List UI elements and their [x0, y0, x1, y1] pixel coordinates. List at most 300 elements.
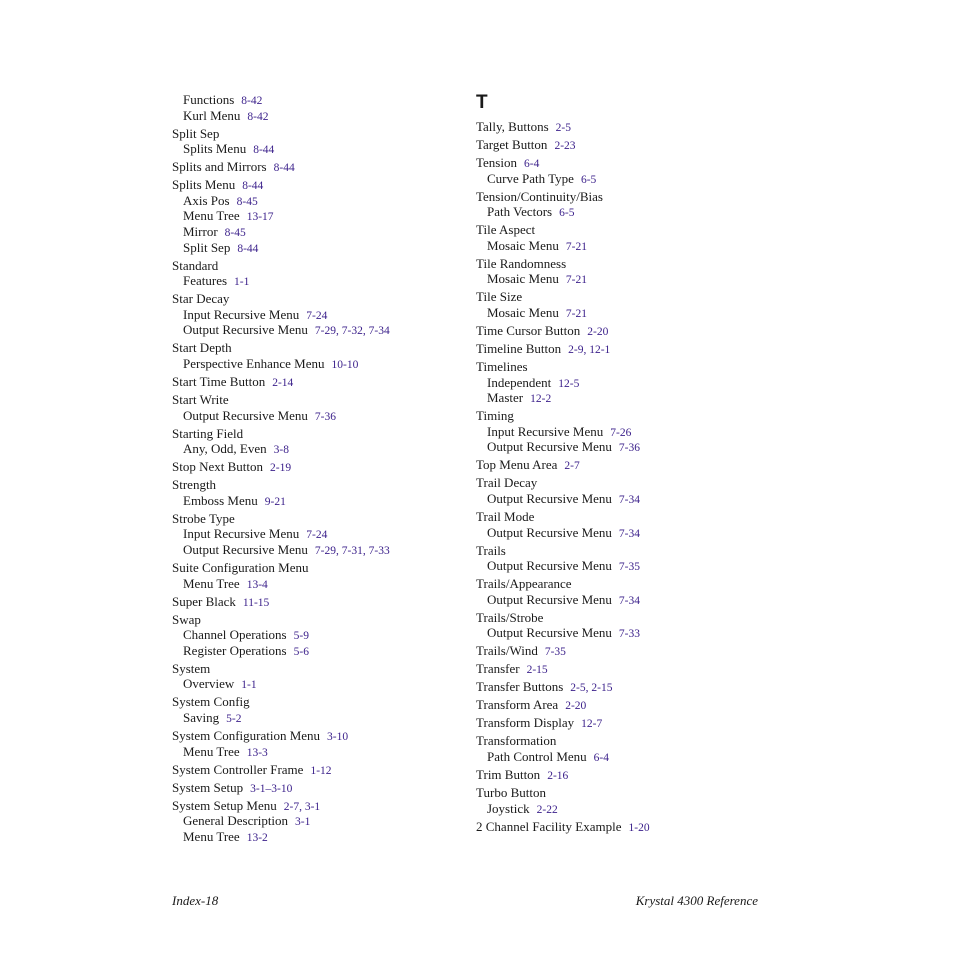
index-term: Axis Pos [183, 192, 230, 208]
index-subentry [183, 627, 309, 644]
index-term: Output Recursive Menu [183, 407, 308, 423]
index-subentry [487, 375, 579, 392]
index-entry [476, 543, 506, 559]
index-entry [476, 715, 602, 732]
page-link[interactable]: 7-24 [306, 309, 328, 322]
page-link[interactable]: 7-36 [314, 410, 337, 423]
page-link[interactable]: 2-15 [591, 682, 613, 695]
index-term: Master [487, 390, 524, 406]
index-term: System Config [172, 694, 250, 710]
index-subentry [183, 829, 268, 846]
page-link[interactable]: 1-12 [310, 764, 332, 777]
page-link[interactable]: 2-7 [564, 460, 580, 473]
index-entry [476, 155, 539, 172]
page-references [566, 308, 587, 320]
page-link[interactable]: 12-7 [581, 718, 603, 731]
page-link[interactable]: 3-1 [304, 800, 321, 813]
index-term: Tile Aspect [476, 222, 536, 238]
index-term: Tension [476, 155, 517, 170]
index-subentry [183, 92, 262, 109]
index-subentry [183, 576, 268, 593]
index-subentry [487, 491, 640, 508]
page-references [629, 822, 650, 834]
index-term: Menu Tree [183, 743, 240, 759]
index-term: Functions [183, 92, 235, 107]
index-term: Mirror [183, 224, 218, 239]
page-references [558, 378, 579, 390]
page-link[interactable]: 2-15 [526, 664, 548, 677]
page-references: 2-9, 12-1 [568, 344, 611, 356]
index-subentry [183, 322, 390, 339]
page-references [237, 243, 258, 255]
index-term: Transform Display [476, 715, 575, 731]
page-references [587, 326, 608, 338]
index-entry [476, 137, 576, 154]
index-subentry [183, 643, 309, 660]
index-term: Start Time Button [172, 374, 266, 389]
page-references [306, 529, 327, 541]
index-subentry [183, 108, 269, 125]
index-entry [476, 189, 603, 205]
index-term: Tally, Buttons [476, 119, 549, 134]
page-references [554, 140, 575, 152]
index-entry [476, 785, 546, 801]
index-term: Turbo Button [476, 785, 546, 800]
page-references [581, 174, 596, 186]
index-entry [476, 576, 572, 592]
index-term: Timing [476, 408, 514, 424]
index-entry [476, 323, 608, 340]
page-link[interactable]: 7-35 [544, 646, 566, 659]
index-term: Mosaic Menu [487, 305, 559, 320]
page-references [294, 630, 309, 642]
index-subentry [487, 424, 631, 441]
index-entry [476, 359, 528, 375]
index-term: Output Recursive Menu [487, 491, 612, 506]
index-term: Output Recursive Menu [183, 542, 308, 557]
page-references [565, 700, 586, 712]
page-link[interactable]: 12-5 [558, 377, 580, 390]
index-term: Menu Tree [183, 828, 240, 844]
index-term: Output Recursive Menu [487, 558, 612, 574]
page-references [327, 731, 348, 743]
page-references [225, 227, 246, 239]
page-references [247, 832, 268, 844]
index-term: Trails [476, 542, 506, 558]
page-references [619, 561, 640, 573]
index-term: Timeline Button [476, 341, 562, 356]
index-entry [172, 798, 320, 815]
index-term: Stop Next Button [172, 459, 264, 475]
page-references [306, 310, 327, 322]
page-link[interactable]: 6-4 [523, 158, 540, 170]
page-references [594, 752, 609, 764]
index-term: Perspective Enhance Menu [183, 356, 325, 371]
page-link[interactable]: 8-45 [236, 195, 258, 208]
page-references [332, 359, 359, 371]
index-term: Menu Tree [183, 208, 240, 224]
index-subentry [487, 525, 640, 542]
page-link[interactable]: 13-4 [246, 578, 268, 591]
page-references [234, 276, 249, 288]
index-term: Output Recursive Menu [487, 439, 612, 455]
index-term: Transfer Buttons [476, 679, 564, 695]
page-link[interactable]: 1-20 [628, 821, 650, 834]
page-references [247, 111, 268, 123]
page-references [619, 628, 640, 640]
page-link[interactable]: 7-21 [565, 274, 587, 287]
page-references [272, 377, 293, 389]
index-entry [172, 177, 263, 194]
page-references [547, 770, 568, 782]
index-term: Output Recursive Menu [487, 524, 612, 540]
page-references [559, 207, 574, 219]
index-term: Features [183, 273, 228, 289]
index-entry [476, 767, 568, 784]
index-subentry [487, 592, 640, 609]
page-references [237, 196, 258, 208]
index-entry [172, 594, 269, 611]
index-term: Trail Mode [476, 509, 535, 524]
page-link[interactable]: 2-5 [555, 122, 571, 134]
index-term: Split Sep [172, 125, 220, 141]
index-term: Super Black [172, 593, 236, 609]
page-link[interactable]: 6-5 [580, 173, 597, 186]
page-link[interactable]: 8-44 [253, 144, 275, 157]
page-link[interactable]: 7-34 [618, 527, 641, 540]
index-entry [172, 780, 292, 797]
index-term: Starting Field [172, 425, 244, 441]
footer-page-number: Index-18 [172, 893, 219, 908]
index-term: Kurl Menu [183, 107, 241, 123]
index-subentry [487, 305, 587, 322]
index-term: Strength [172, 477, 217, 493]
index-entry [172, 392, 229, 408]
page-link[interactable]: 7-32 [341, 325, 363, 338]
footer-book-title: Krystal 4300 Reference [635, 893, 758, 908]
index-subentry [183, 676, 257, 693]
index-entry [476, 222, 535, 238]
page-link[interactable]: 1-1 [241, 679, 257, 692]
index-subentry [183, 408, 336, 425]
page-references [564, 460, 579, 472]
index-subentry [183, 356, 358, 373]
page-link[interactable]: 7-21 [565, 308, 587, 320]
index-term: Mosaic Menu [487, 271, 559, 287]
index-term: Output Recursive Menu [487, 625, 612, 641]
page-link[interactable]: 5-9 [293, 630, 309, 643]
index-term: Input Recursive Menu [183, 306, 300, 322]
page-link[interactable]: 11-15 [242, 596, 270, 609]
page-link[interactable]: 12-1 [589, 344, 611, 356]
page-link[interactable]: 12-2 [530, 393, 552, 406]
page-references [619, 595, 640, 607]
index-entry [172, 477, 216, 493]
index-entry [476, 697, 586, 714]
page-references [295, 816, 310, 828]
index-entry [172, 728, 348, 745]
page-references [274, 162, 295, 174]
index-entry [476, 256, 566, 272]
index-subentry [183, 193, 258, 210]
index-entry [476, 475, 537, 491]
index-subentry [183, 493, 286, 510]
page-link[interactable]: 7-24 [306, 529, 328, 542]
index-entry [476, 289, 522, 305]
page-link[interactable]: 10-10 [331, 359, 359, 371]
page-references [241, 679, 256, 691]
index-term: Time Cursor Button [476, 323, 581, 338]
index-entry [172, 374, 293, 391]
index-subentry [487, 238, 587, 255]
page-references [545, 646, 566, 658]
page-link[interactable]: 3-1 [295, 816, 311, 829]
index-term: Register Operations [183, 642, 287, 658]
index-term: System Configuration Menu [172, 728, 321, 743]
index-entry [476, 661, 548, 678]
index-term: Saving [183, 710, 220, 725]
index-subentry [183, 307, 327, 324]
page-link[interactable]: 7-34 [618, 494, 641, 506]
index-entry [172, 340, 232, 356]
index-entry [476, 341, 610, 358]
page-references [619, 494, 640, 506]
page-link[interactable]: 3-1–3-10 [250, 782, 293, 795]
index-term: System Controller Frame [172, 761, 304, 777]
page-link[interactable]: 2-20 [587, 326, 609, 338]
page-link[interactable]: 7-26 [610, 426, 632, 439]
page-link[interactable]: 2-23 [554, 140, 576, 152]
index-term: Tension/Continuity/Bias [476, 188, 603, 204]
page-link[interactable]: 8-42 [241, 95, 263, 107]
page-references [310, 765, 331, 777]
index-entry [172, 291, 229, 307]
index-term: Target Button [476, 137, 548, 152]
page-link[interactable]: 1-1 [234, 276, 250, 289]
index-subentry [487, 171, 596, 188]
index-entry [476, 408, 514, 424]
index-subentry [487, 390, 551, 407]
page-link[interactable]: 6-5 [559, 207, 575, 220]
index-term: Star Decay [172, 291, 230, 307]
page-references [527, 664, 548, 676]
index-term: Trails/Wind [476, 643, 538, 659]
page-link[interactable]: 2-9 [568, 344, 584, 356]
page-references [619, 442, 640, 454]
page-link[interactable]: 9-21 [264, 495, 286, 508]
index-term: Path Control Menu [487, 749, 587, 764]
page-references: 2-5, 2-15 [570, 682, 613, 695]
page-link[interactable]: 2-19 [270, 462, 292, 475]
page-link[interactable]: 2-5 [570, 682, 586, 695]
index-term: Tile Randomness [476, 255, 567, 271]
page-references [247, 211, 274, 223]
index-term: Timelines [476, 359, 528, 374]
index-entry [172, 612, 201, 628]
page-link[interactable]: 5-6 [293, 645, 309, 658]
index-term: System [172, 660, 211, 676]
index-subentry [487, 625, 640, 642]
page-link[interactable]: 7-33 [618, 628, 641, 641]
page-link[interactable]: 6-4 [593, 752, 610, 764]
index-term: Standard [172, 257, 219, 273]
page-link[interactable]: 7-36 [618, 442, 641, 455]
index-subentry [183, 208, 274, 225]
page-references [243, 597, 269, 609]
index-term: Split Sep [183, 239, 231, 255]
index-subentry [487, 558, 640, 575]
page-link[interactable]: 2-16 [547, 770, 569, 782]
index-term: Channel Operations [183, 627, 287, 643]
page-references [242, 180, 263, 192]
index-entry [476, 119, 571, 136]
index-subentry [183, 542, 390, 559]
page-references [274, 444, 289, 456]
page-references [524, 158, 539, 170]
index-term: Output Recursive Menu [487, 591, 612, 607]
index-term: Suite Configuration Menu [172, 560, 309, 575]
page-link[interactable]: 2-22 [536, 803, 558, 816]
index-term: General Description [183, 813, 289, 829]
index-subentry [487, 439, 640, 456]
page-link[interactable]: 8-44 [242, 180, 264, 193]
index-term: Trail Decay [476, 475, 538, 491]
index-subentry [487, 749, 609, 766]
page-references [566, 274, 587, 286]
index-term: Start Write [172, 392, 229, 407]
index-term: Joystick [487, 800, 530, 816]
page-link[interactable]: 13-17 [246, 211, 274, 224]
index-term: Input Recursive Menu [183, 526, 300, 542]
page-references [241, 95, 262, 107]
index-subentry [183, 141, 274, 158]
page-link[interactable]: 8-44 [273, 162, 295, 175]
index-entry [476, 509, 534, 525]
index-entry [476, 733, 556, 749]
index-entry [172, 459, 291, 476]
index-subentry [183, 224, 246, 241]
index-entry [476, 819, 650, 836]
section-letter-heading: T [476, 92, 488, 113]
page-references [253, 144, 274, 156]
page-link[interactable]: 2-7 [283, 800, 300, 813]
index-subentry [183, 813, 310, 830]
index-term: Strobe Type [172, 510, 235, 526]
index-term: Path Vectors [487, 204, 553, 220]
page-link[interactable]: 7-34 [368, 325, 390, 338]
index-term: Splits and Mirrors [172, 159, 267, 175]
index-subentry [487, 204, 574, 221]
page-link[interactable]: 5-2 [226, 713, 242, 725]
page-references [315, 411, 336, 423]
page-references [270, 462, 291, 474]
page-link[interactable]: 8-45 [224, 227, 246, 239]
index-term: Tile Size [476, 289, 523, 305]
page-link[interactable]: 3-8 [273, 444, 289, 457]
page-link[interactable]: 7-29 [314, 325, 337, 338]
index-term: Trim Button [476, 767, 541, 782]
page-link[interactable]: 8-42 [247, 110, 269, 123]
page-link[interactable]: 3-10 [327, 731, 349, 743]
page-references [581, 718, 602, 730]
index-term: Swap [172, 611, 201, 627]
index-term: Start Depth [172, 340, 232, 356]
page-link[interactable]: 8-44 [237, 242, 259, 255]
page-references [537, 804, 558, 816]
index-term: Splits Menu [183, 141, 247, 157]
page-references [265, 496, 286, 508]
index-subentry [183, 441, 289, 458]
page-references [610, 427, 631, 439]
index-subentry [183, 273, 249, 290]
index-entry [476, 457, 580, 474]
index-term: Output Recursive Menu [183, 322, 308, 338]
page-link[interactable]: 7-21 [565, 240, 587, 253]
page-references [226, 713, 241, 725]
index-entry [476, 643, 566, 660]
page-references [619, 528, 640, 540]
index-term: Trails/Appearance [476, 576, 572, 592]
index-term: Mosaic Menu [487, 237, 559, 253]
index-entry [476, 679, 612, 696]
index-entry [172, 426, 243, 442]
page-link[interactable]: 13-3 [246, 746, 268, 759]
index-term: Transform Area [476, 697, 559, 713]
index-term: Overview [183, 676, 235, 692]
index-entry [172, 661, 210, 677]
index-subentry [183, 710, 241, 727]
index-term: Menu Tree [183, 575, 240, 591]
page-link[interactable]: 2-14 [272, 377, 294, 389]
index-term: Transfer [476, 661, 520, 677]
page-link[interactable]: 7-34 [618, 594, 641, 607]
page-references [530, 393, 551, 405]
index-term: Trails/Strobe [476, 609, 544, 625]
index-term: Curve Path Type [487, 170, 574, 186]
page-link[interactable]: 13-2 [246, 831, 268, 844]
index-subentry [487, 271, 587, 288]
index-subentry [183, 240, 258, 257]
page-references [294, 646, 309, 658]
index-subentry [183, 526, 327, 543]
page-references [247, 579, 268, 591]
page-link[interactable]: 7-29 [314, 545, 337, 557]
index-entry [476, 610, 543, 626]
index-entry [172, 258, 218, 274]
page-link[interactable]: 7-35 [618, 561, 641, 574]
page-link[interactable]: 2-20 [565, 700, 587, 713]
index-entry [172, 126, 219, 142]
page-references: 7-29, 7-31, 7-33 [314, 545, 390, 557]
page-references [556, 122, 571, 134]
index-subentry [487, 801, 558, 818]
index-term: Input Recursive Menu [487, 423, 604, 439]
index-term: System Setup [172, 779, 244, 795]
page-references [566, 241, 587, 253]
index-entry [172, 560, 309, 576]
index-entry [172, 511, 235, 527]
index-term: Independent [487, 374, 552, 390]
index-entry [172, 762, 332, 779]
index-entry [172, 694, 250, 710]
index-term: Any, Odd, Even [183, 441, 267, 457]
index-term: 2 Channel Facility Example [476, 818, 622, 834]
page-link[interactable]: 7-33 [368, 545, 390, 557]
index-term: Top Menu Area [476, 457, 558, 473]
index-term: System Setup Menu [172, 797, 277, 813]
page-references: 2-7, 3-1 [283, 800, 321, 813]
page-link[interactable]: 7-31 [341, 545, 363, 557]
